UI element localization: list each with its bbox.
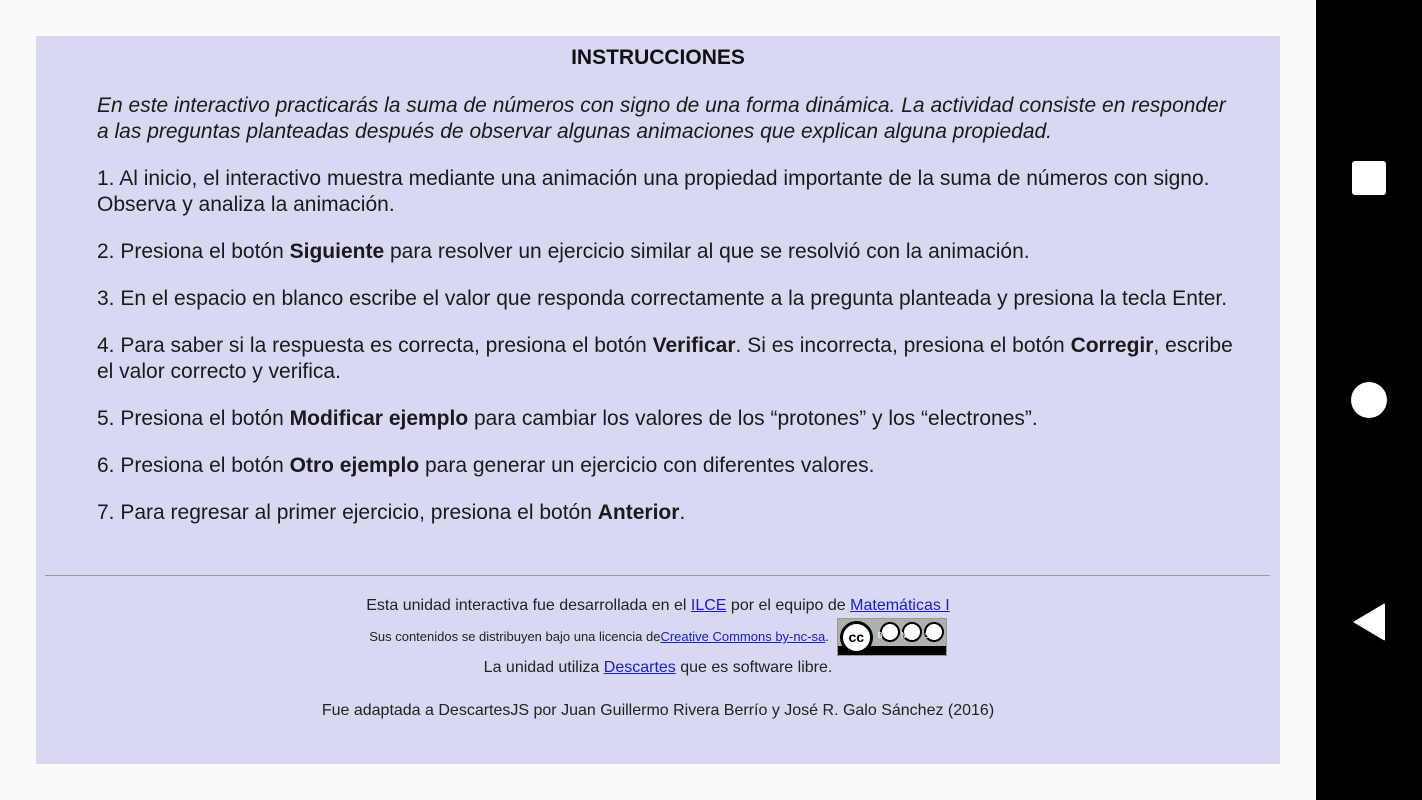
matematicas-link[interactable]: Matemáticas I [850, 597, 950, 614]
triangle-icon [1353, 603, 1385, 641]
cc-tags-label: BY NC SA [877, 631, 941, 640]
page-title: INSTRUCCIONES [571, 46, 745, 69]
step-text: 2. Presiona el botón [97, 240, 290, 263]
button-name-anterior: Anterior [597, 501, 680, 524]
step-3 [97, 286, 1237, 312]
step-text: 1. Al inicio, el interactivo muestra mediante una animación una propiedad importante de la suma de números con signo. Observa y analiza la animación. [97, 167, 1210, 216]
intro-text: En este interactivo practicarás la suma de números con signo de una forma dinámica. La actividad consiste en responder a las preguntas planteadas después de observar algunas animaciones que explican alguna propiedad. [97, 94, 1226, 143]
step-text: para resolver un ejercicio similar al que se resolvió con la animación. [384, 240, 1030, 263]
cc-license-icon[interactable] [837, 618, 947, 656]
step-5 [97, 406, 1237, 432]
creative-commons-link[interactable]: Creative Commons by-nc-sa [660, 629, 826, 644]
license-text: Sus contenidos se distribuyen bajo una licencia de [369, 629, 661, 644]
step-7 [97, 500, 1237, 526]
step-text: . [679, 501, 686, 524]
button-name-modificar-ejemplo: Modificar ejemplo [289, 407, 469, 430]
license-text: . [825, 629, 829, 644]
step-text: 6. Presiona el botón [97, 454, 290, 477]
step-text: 5. Presiona el botón [97, 407, 290, 430]
credits-line-3 [36, 656, 1280, 680]
button-name-corregir: Corregir [1070, 334, 1154, 357]
circle-icon [1351, 382, 1387, 418]
home-button[interactable] [1316, 355, 1422, 445]
instructions-panel [36, 36, 1280, 764]
step-text: 7. Para regresar al primer ejercicio, presiona el botón [97, 501, 598, 524]
ilce-link[interactable]: ILCE [690, 597, 727, 614]
step-text: , escribe el valor correcto y verifica. [97, 334, 1233, 383]
step-2 [97, 239, 1237, 265]
square-icon [1352, 161, 1386, 195]
credits-footer [36, 594, 1280, 723]
step-4 [97, 333, 1237, 385]
step-text: para generar un ejercicio con diferentes valores. [419, 454, 875, 477]
credits-line-1 [36, 594, 1280, 618]
recents-button[interactable] [1316, 133, 1422, 223]
step-text: . Si es incorrecta, presiona el botón [735, 334, 1071, 357]
credits-line-2 [36, 618, 1280, 656]
credits-text: Esta unidad interactiva fue desarrollada en el [366, 597, 691, 614]
descartes-link[interactable]: Descartes [603, 659, 676, 676]
android-nav-bar [1316, 0, 1422, 800]
button-name-verificar: Verificar [652, 334, 736, 357]
credits-text: por el equipo de [726, 597, 851, 614]
button-name-otro-ejemplo: Otro ejemplo [289, 454, 420, 477]
cc-logo-icon: cc [840, 621, 873, 654]
credits-text: que es software libre. [675, 659, 833, 676]
step-text: para cambiar los valores de los “protones” y los “electrones”. [468, 407, 1038, 430]
step-1 [97, 166, 1237, 218]
step-6 [97, 453, 1237, 479]
credits-text: La unidad utiliza [483, 659, 604, 676]
button-name-siguiente: Siguiente [289, 240, 385, 263]
back-button[interactable] [1316, 577, 1422, 667]
adaptation-credit: Fue adaptada a DescartesJS por Juan Guillermo Rivera Berrío y José R. Galo Sánchez (2016) [321, 702, 995, 719]
step-text: 3. En el espacio en blanco escribe el valor que responda correctamente a la pregunta planteada y presiona la tecla Enter. [97, 287, 1228, 310]
footer-divider [45, 575, 1270, 576]
instructions-content [97, 93, 1237, 547]
step-text: 4. Para saber si la respuesta es correcta, presiona el botón [97, 334, 653, 357]
